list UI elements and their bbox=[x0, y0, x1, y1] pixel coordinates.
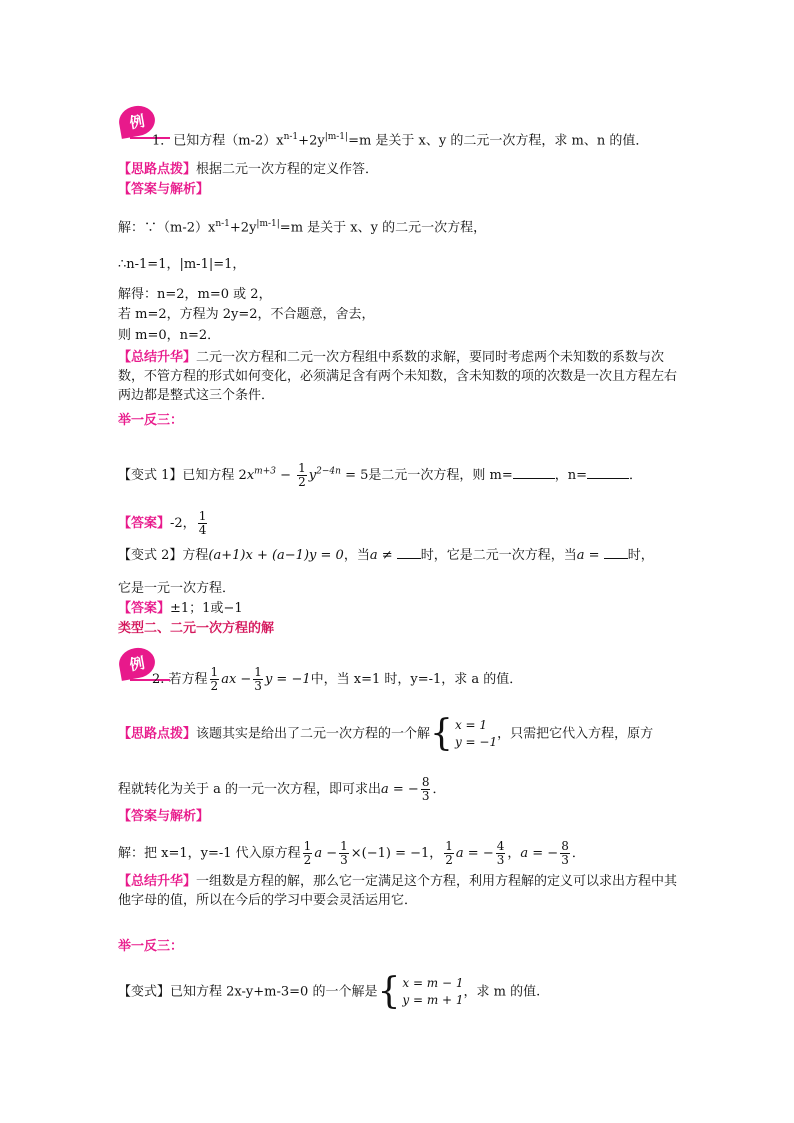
example-1-solution-1: 解：$\because(m-2)x^{n-1}+2y^{|m-1|}=m$ 是关于 x、y 的二元一次方程， bbox=[118, 219, 487, 236]
example-2-solution: 解：把 x=1，y=-1 代入原方程 $\frac{1}{2}$ a − $\frac{1}{3}$ ×(−1) = −1， $\frac{1}{2}$ a = − $\frac{4}{3}$ ，a = − $\frac{8}{3}$ ． bbox=[118, 839, 585, 867]
fraction: $\frac{1}{2}$ bbox=[298, 461, 306, 489]
variant-3: 【变式】已知方程 2x-y+m-3=0 的一个解是 { x = m − 1 y = m + 1 ，求 m 的值. bbox=[118, 971, 541, 1012]
example-2-summary: 【总结升华】一组数是方程的解，那么它一定满足这个方程，利用方程解的定义可以求出方程中其他字母的值，所以在今后的学习中要会灵活运用它． bbox=[118, 874, 678, 908]
example-1-question: 1．已知方程$(m-2)x^{n-1}+2y^{|m-1|}=m$ 是关于 x、y 的二元一次方程，求 m、n 的值． bbox=[152, 132, 649, 149]
example-2-question: 2. 若方程 $\frac{1}{2}$ ax − $\frac{1}{3}$ y = −1中，当 x=1 时，y=-1，求 a 的值． bbox=[152, 665, 523, 693]
example-1-solution-2: ∴n-1=1，|m-1|=1， bbox=[118, 257, 246, 272]
example-1-solution-4: 若 m=2，方程为 2y=2，不合题意，舍去， bbox=[118, 307, 375, 322]
variant-2: 【变式 2】方程(a+1)x + (a−1)y = 0，当a ≠ 时，它是二元一次方程，当a = 时， bbox=[118, 548, 654, 563]
example-1-hint: 【思路点拨】根据二元一次方程的定义作答． bbox=[118, 162, 379, 177]
variant-2-cont: 它是一元一次方程． bbox=[118, 581, 236, 596]
answer-blank-1[interactable] bbox=[397, 546, 421, 559]
example-badge-1: 例 bbox=[117, 103, 158, 139]
practice-1-heading: 举一反三： bbox=[118, 413, 184, 428]
example-2-answer-label: 【答案与解析】 bbox=[118, 809, 210, 824]
variant-2-answer: 【答案】±1；1或−1 bbox=[118, 601, 243, 616]
answer-blank-m[interactable] bbox=[513, 466, 555, 479]
example-badge-2: 例 bbox=[117, 645, 158, 681]
example-1-summary: 【总结升华】二元一次方程和二元一次方程组中系数的求解，要同时考虑两个未知数的系数与次数，不管方程的形式如何变化，必须满足含有两个未知数，含未知数的项的次数是一次且方程左右两边都是整式这三个条件． bbox=[118, 350, 678, 403]
example-1-answer-label: 【答案与解析】 bbox=[118, 182, 210, 197]
example-2-hint-cont: 程就转化为关于 a 的一元一次方程，即可求出a = − $\frac{8}{3}$ ． bbox=[118, 775, 446, 803]
type-2-heading: 类型二、二元一次方程的解 bbox=[118, 621, 275, 636]
fraction: $\frac{1}{4}$ bbox=[198, 509, 207, 537]
example-2-hint: 【思路点拨】该题其实是给出了二元一次方程的一个解 { x = 1 y = −1 ，只需把它代入方程，原方 bbox=[118, 713, 654, 754]
example-1-solution-5: 则 m=0，n=2． bbox=[118, 328, 221, 343]
answer-blank-n[interactable] bbox=[587, 466, 629, 479]
practice-2-heading: 举一反三： bbox=[118, 939, 184, 954]
answer-blank-2[interactable] bbox=[604, 546, 628, 559]
variant-1: 【变式 1】已知方程 $2x^{m+3}$ − $\frac{1}{2}$ $y^{2-4n} = 5$是二元一次方程，则 m= ，n= ． bbox=[118, 461, 643, 489]
equation-system: { x = m − 1 y = m + 1 bbox=[377, 971, 464, 1012]
variant-1-answer: 【答案】-2， $\frac{1}{4}$ bbox=[118, 509, 207, 537]
example-1-solution-3: 解得：n=2，m=0 或 2， bbox=[118, 287, 272, 302]
equation-system: { x = 1 y = −1 bbox=[430, 713, 498, 754]
